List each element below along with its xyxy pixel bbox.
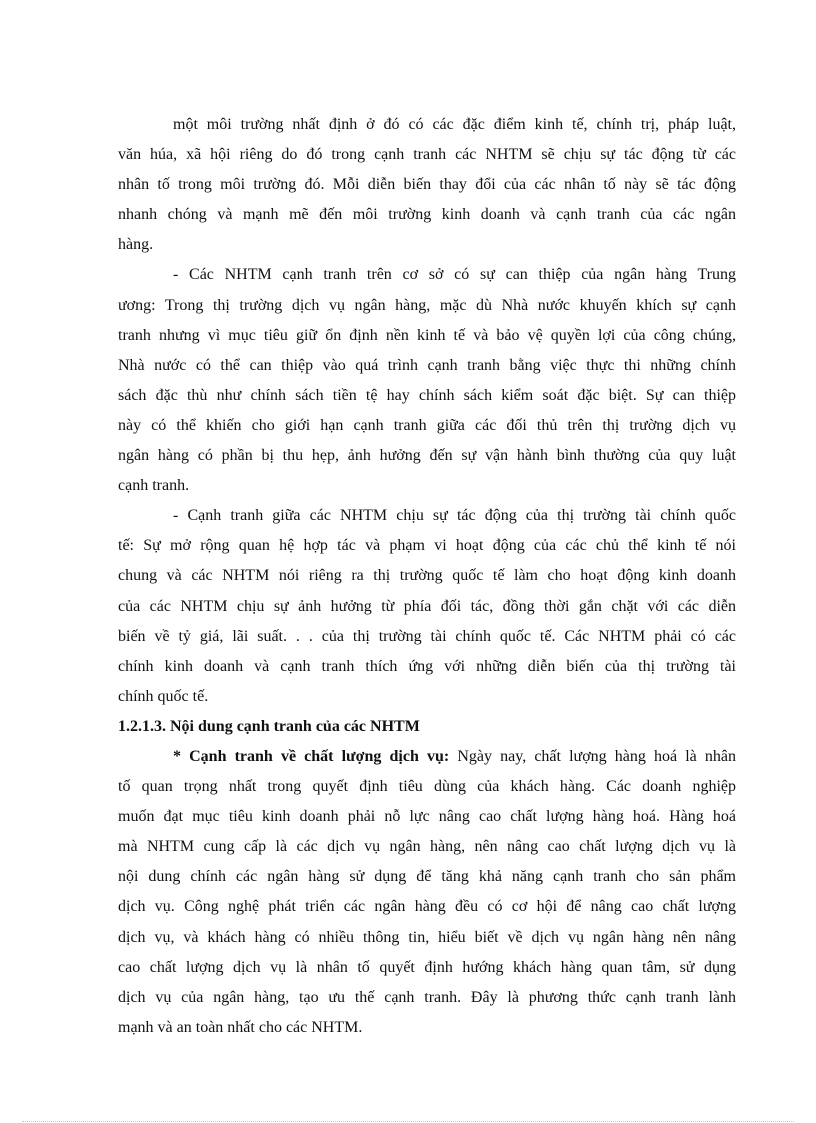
paragraph-line: nhanh chóng và mạnh mẽ đến môi trường kinh doanh và cạnh tranh của các ngân: [118, 206, 736, 224]
paragraph-line: biến về tỷ giá, lãi suất. . . của thị trường tài chính quốc tế. Các NHTM phải có các: [118, 627, 736, 645]
paragraph-line: mà NHTM cung cấp là các dịch vụ ngân hàng, nên nâng cao chất lượng dịch vụ là: [118, 838, 736, 856]
paragraph-line: dịch vụ, và khách hàng có nhiều thông tin, hiểu biết về dịch vụ ngân hàng nên nâng: [118, 928, 736, 946]
section-lead-bold: * Cạnh tranh về chất lượng dịch vụ:: [173, 747, 450, 765]
paragraph-line: muốn đạt mục tiêu kinh doanh phải nỗ lực nâng cao chất lượng hàng hoá. Hàng hoá: [118, 808, 736, 826]
section-lead-text: Ngày nay, chất lượng hàng hoá là nhân: [449, 747, 736, 765]
document-page: [118, 110, 736, 1043]
paragraph-line: tế: Sự mở rộng quan hệ hợp tác và phạm vi hoạt động của các chủ thể kinh tế nói: [118, 537, 736, 555]
paragraph-line: ngân hàng có phần bị thu hẹp, ảnh hưởng đến sự vận hành bình thường của quy luật: [118, 447, 736, 465]
paragraph-line: một môi trường nhất định ở đó có các đặc điểm kinh tế, chính trị, pháp luật,: [173, 116, 736, 133]
paragraph-line: chính quốc tế.: [118, 687, 209, 705]
paragraph-line: sách đặc thù như chính sách tiền tệ hay chính sách kiểm soát đặc biệt. Sự can thiệp: [118, 386, 736, 404]
paragraph-line: mạnh và an toàn nhất cho các NHTM.: [118, 1018, 363, 1036]
paragraph-line: tranh nhưng vì mục tiêu giữ ổn định nền kinh tế và bảo vệ quyền lợi của công chúng,: [118, 326, 736, 344]
paragraph-line: dịch vụ. Công nghệ phát triển các ngân hàng đều có cơ hội để nâng cao chất lượng: [118, 898, 736, 916]
paragraph-line: dịch vụ của ngân hàng, tạo ưu thế cạnh tranh. Đây là phương thức cạnh tranh lành: [118, 988, 736, 1006]
paragraph-line: hàng.: [118, 236, 154, 254]
paragraph-line: - Các NHTM cạnh tranh trên cơ sở có sự can thiệp của ngân hàng Trung: [173, 266, 736, 284]
paragraph-line: ương: Trong thị trường dịch vụ ngân hàng, mặc dù Nhà nước khuyến khích sự cạnh: [118, 296, 736, 314]
paragraph-line: của các NHTM chịu sự ảnh hưởng từ phía đối tác, đồng thời gắn chặt với các diễn: [118, 597, 736, 615]
paragraph-line: nhân tố trong môi trường đó. Mỗi diễn biến thay đổi của các nhân tố này sẽ tác động: [118, 176, 736, 194]
paragraph-line: này có thể khiến cho giới hạn cạnh tranh giữa các đối thủ trên thị trường dịch vụ: [118, 416, 736, 434]
paragraph-line: Nhà nước có thể can thiệp vào quá trình cạnh tranh bằng việc thực thi những chính: [118, 356, 736, 374]
paragraph-line: tố quan trọng nhất trong quyết định tiêu dùng của khách hàng. Các doanh nghiệp: [118, 778, 736, 796]
paragraph-line: - Cạnh tranh giữa các NHTM chịu sự tác động của thị trường tài chính quốc: [173, 507, 736, 525]
paragraph-line: cạnh tranh.: [118, 477, 190, 495]
page-bottom-divider: [22, 1121, 794, 1122]
paragraph-line: chung và các NHTM nói riêng ra thị trường quốc tế làm cho hoạt động kinh doanh: [118, 567, 736, 585]
paragraph-line: nội dung chính các ngân hàng sử dụng để tăng khả năng cạnh tranh cho sản phẩm: [118, 868, 736, 886]
paragraph-line: văn húa, xã hội riêng do đó trong cạnh tranh các NHTM sẽ chịu sự tác động từ các: [118, 146, 736, 164]
section-heading: 1.2.1.3. Nội dung cạnh tranh của các NHTM: [118, 717, 420, 735]
section-lead-line: [118, 742, 736, 772]
paragraph-line: cao chất lượng dịch vụ là nhân tố quyết định hướng khách hàng quan tâm, sử dụng: [118, 958, 736, 976]
paragraph-line: chính kinh doanh và cạnh tranh thích ứng với những diễn biến của thị trường tài: [118, 657, 736, 675]
